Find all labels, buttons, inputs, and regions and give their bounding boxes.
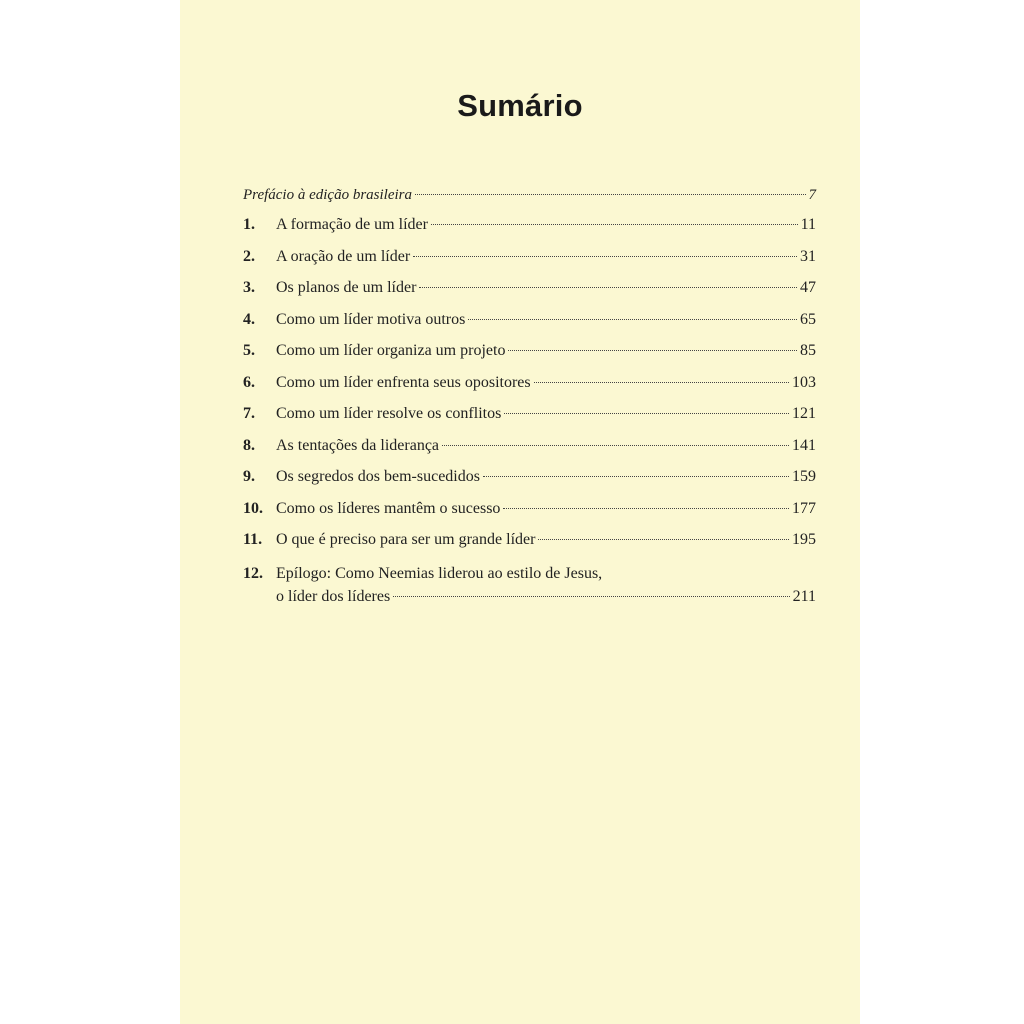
chapter-title: Como um líder motiva outros — [276, 310, 466, 328]
dot-leader — [503, 508, 789, 509]
toc-entry-page: 7 — [808, 187, 816, 203]
chapter-number: 12. — [243, 564, 263, 582]
chapter-number: 3. — [243, 279, 255, 296]
toc-entry-chapter-5 — [243, 340, 816, 362]
chapter-title: O que é preciso para ser um grande líder — [276, 531, 536, 548]
chapter-number: 10. — [243, 499, 263, 517]
chapter-title-line-2: o líder dos líderes — [276, 587, 391, 605]
chapter-page: 31 — [800, 247, 816, 265]
toc-entry-chapter-1 — [243, 214, 816, 236]
chapter-number: 7. — [243, 405, 255, 422]
dot-leader — [393, 596, 789, 597]
toc-entry-chapter-3 — [243, 277, 816, 299]
chapter-page: 159 — [792, 468, 816, 485]
toc-entry-chapter-10 — [243, 498, 816, 520]
chapter-page: 141 — [792, 436, 816, 454]
chapter-number: 6. — [243, 373, 255, 391]
chapter-title: Como os líderes mantêm o sucesso — [276, 499, 501, 517]
chapter-title: A formação de um líder — [276, 216, 428, 233]
book-page — [180, 0, 860, 1024]
dot-leader — [483, 476, 789, 477]
toc-entry-chapter-6 — [243, 372, 816, 394]
chapter-page: 47 — [800, 279, 816, 296]
toc-entry-prefacio — [243, 184, 816, 206]
toc-entry-chapter-7 — [243, 403, 816, 425]
dot-leader — [534, 382, 789, 383]
chapter-title: Os planos de um líder — [276, 279, 417, 296]
chapter-title: Como um líder organiza um projeto — [276, 342, 506, 359]
chapter-title: As tentações da liderança — [276, 436, 440, 454]
chapter-number: 2. — [243, 247, 255, 265]
dot-leader — [415, 194, 806, 195]
toc-entry-label: Prefácio à edição brasileira — [243, 187, 412, 203]
dot-leader — [508, 350, 797, 351]
chapter-title: Como um líder resolve os conflitos — [276, 405, 502, 422]
toc-entry-chapter-12 — [243, 561, 816, 608]
chapter-page: 103 — [792, 373, 816, 391]
chapter-number: 5. — [243, 342, 255, 359]
toc-entry-chapter-2 — [243, 246, 816, 268]
chapter-number: 9. — [243, 468, 255, 485]
chapter-title-line-2-row — [276, 586, 816, 608]
dot-leader — [419, 287, 797, 288]
dot-leader — [468, 319, 797, 320]
dot-leader — [442, 445, 789, 446]
chapter-title: Os segredos dos bem-sucedidos — [276, 468, 480, 485]
toc-entry-chapter-8 — [243, 435, 816, 457]
chapter-page: 85 — [800, 342, 816, 359]
dot-leader — [538, 539, 789, 540]
chapter-page: 177 — [792, 499, 816, 517]
chapter-page: 65 — [800, 310, 816, 328]
toc-entry-chapter-11 — [243, 529, 816, 551]
chapter-title-block — [276, 561, 816, 608]
dot-leader — [413, 256, 797, 257]
chapter-number: 1. — [243, 216, 255, 233]
chapter-title: Como um líder enfrenta seus opositores — [276, 373, 531, 391]
dot-leader — [504, 413, 789, 414]
chapter-number: 8. — [243, 436, 255, 454]
chapter-page: 121 — [792, 405, 816, 422]
chapter-title: A oração de um líder — [276, 247, 411, 265]
toc-entry-chapter-9 — [243, 466, 816, 488]
chapter-title-line-1: Epílogo: Como Neemias liderou ao estilo de Jesus, — [276, 564, 603, 582]
chapter-number: 11. — [243, 531, 263, 548]
chapter-page: 211 — [792, 587, 816, 605]
dot-leader — [431, 224, 798, 225]
chapter-page: 11 — [800, 216, 816, 233]
toc-entry-chapter-4 — [243, 309, 816, 331]
page-title: Sumário — [457, 88, 583, 123]
chapter-number: 4. — [243, 310, 255, 328]
chapter-page: 195 — [792, 531, 816, 548]
table-of-contents — [243, 184, 816, 608]
